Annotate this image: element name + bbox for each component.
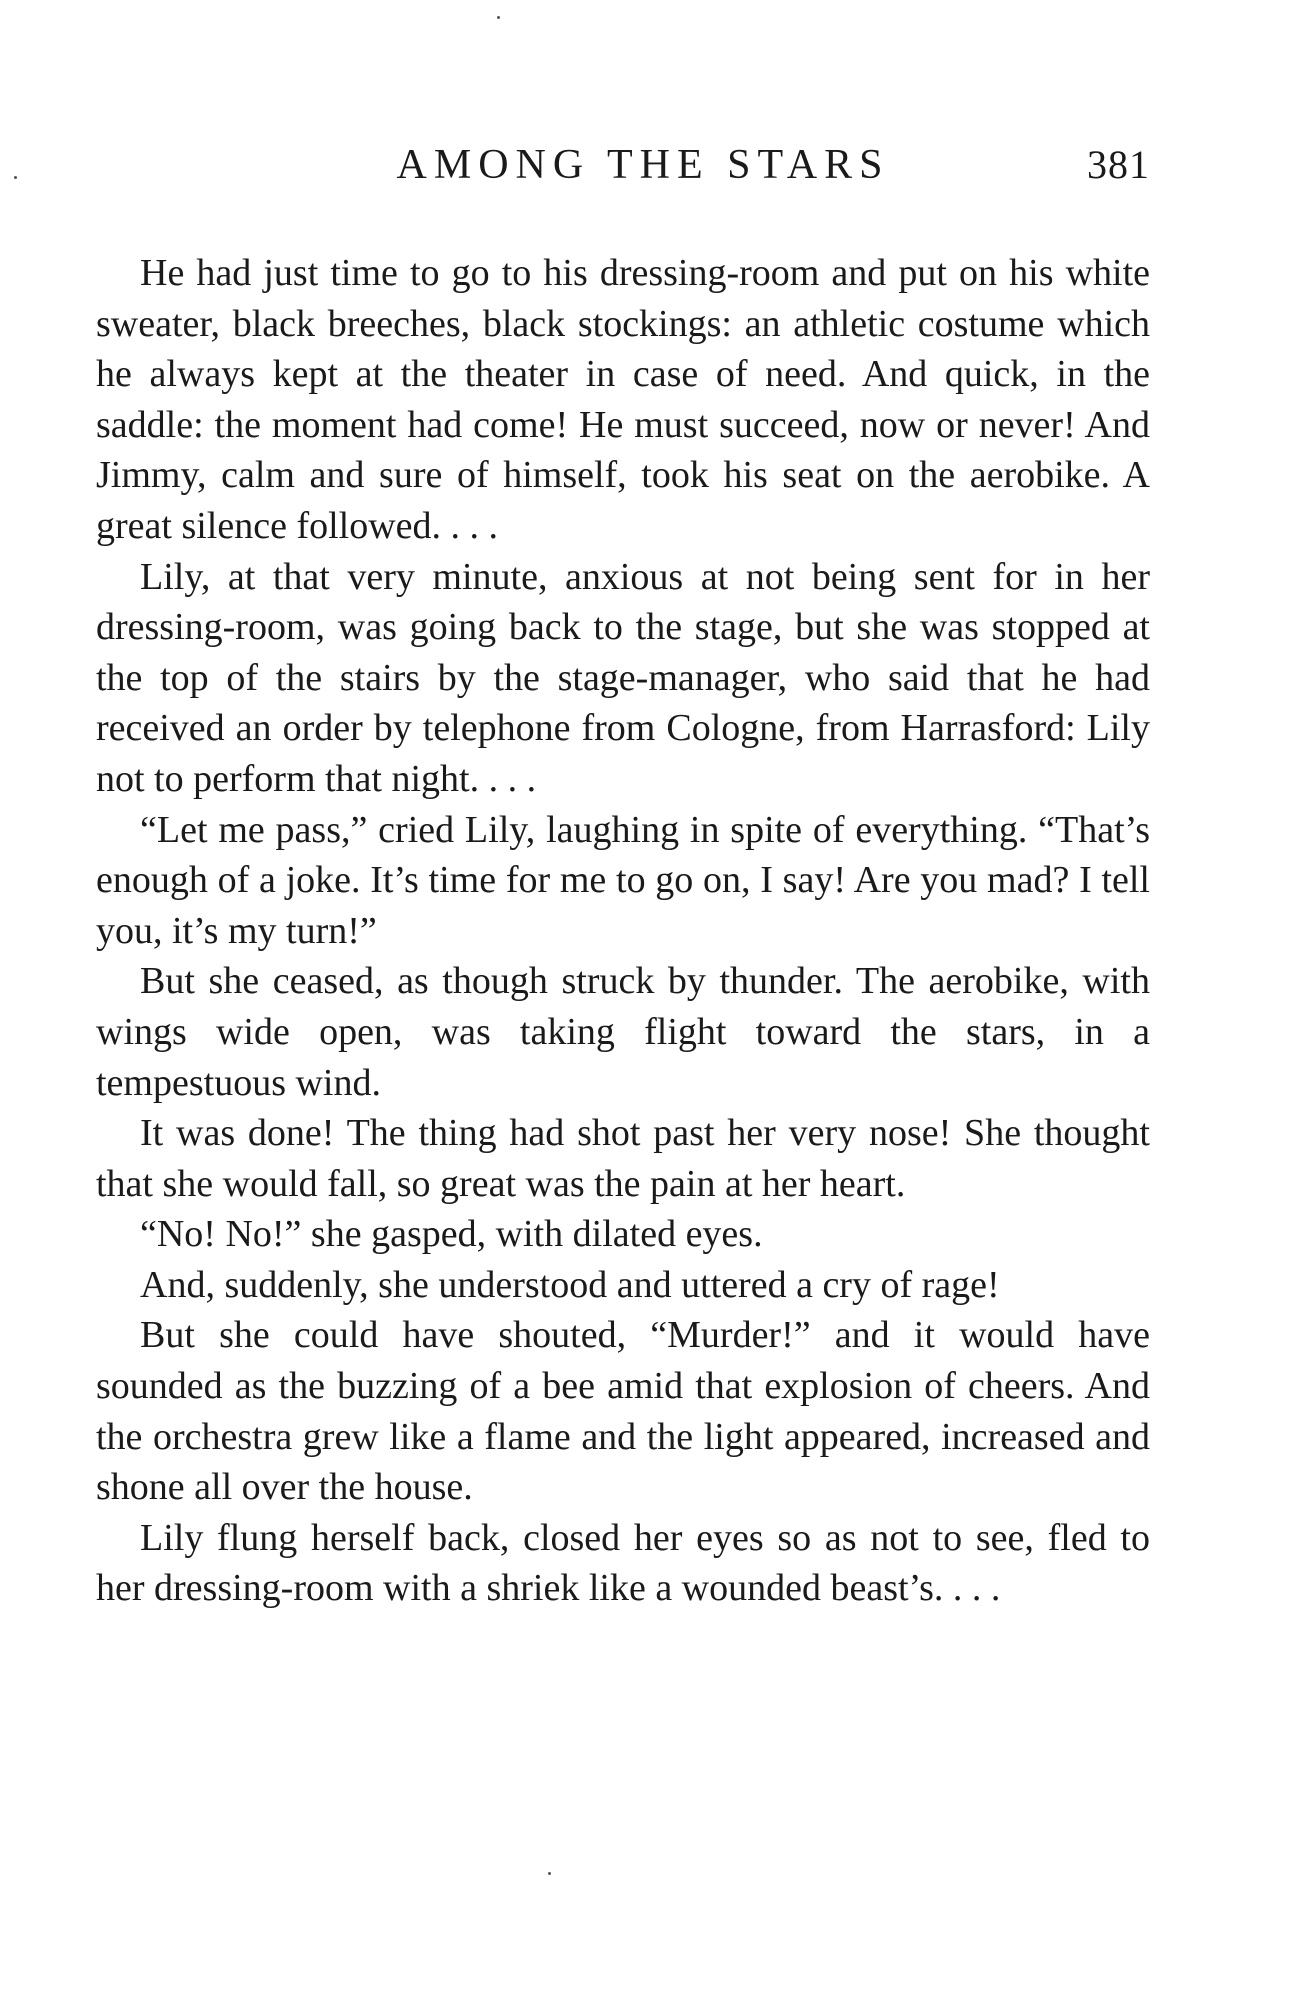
- paragraph: He had just time to go to his dressing-room and put on his white sweater, black breeches, black stockings: an athletic costume which he always kept at the theater in case of need. And quick, in the saddle: the moment had come! He must succeed, now or never! And Jimmy, calm and sure of himself, took his seat on the aerobike. A great silence followed. . . .: [96, 252, 1150, 547]
- paragraph: But she could have shouted, “Murder!” and it would have sounded as the buzzing of a bee amid that explosion of cheers. And the orchestra grew like a flame and the light appeared, increased and shone all over the house.: [96, 1314, 1150, 1509]
- print-speck: [14, 176, 17, 179]
- paragraph: Lily, at that very minute, anxious at not being sent for in her dressing-room, was going back to the stage, but she was stopped at the top of the stairs by the stage-manager, who said that he had received an order by telephone from Cologne, from Harrasford: Lily not to perform that night. . . .: [96, 555, 1150, 800]
- print-speck: [497, 16, 500, 19]
- paragraph: “No! No!” she gasped, with dilated eyes.: [140, 1213, 763, 1256]
- running-head: [96, 140, 1150, 190]
- paragraph: Lily flung herself back, closed her eyes so as not to see, fled to her dressing-room with a shriek like a wounded beast’s. . . .: [96, 1516, 1150, 1610]
- paragraph: And, suddenly, she understood and uttered a cry of rage!: [140, 1263, 1000, 1306]
- page-number: 381: [1087, 142, 1150, 187]
- paragraph: “Let me pass,” cried Lily, laughing in spite of everything. “That’s enough of a joke. It’s time for me to go on, I say! Are you mad? I tell you, it’s my turn!”: [96, 808, 1150, 952]
- running-title: AMONG THE STARS: [396, 142, 890, 188]
- paragraph: It was done! The thing had shot past her very nose! She thought that she would fall, so great was the pain at her heart.: [96, 1112, 1150, 1205]
- paragraph: But she ceased, as though struck by thunder. The aerobike, with wings wide open, was taking flight toward the stars, in a tempestuous wind.: [96, 960, 1150, 1104]
- print-speck: [548, 1872, 551, 1875]
- body-text: [96, 248, 1150, 1614]
